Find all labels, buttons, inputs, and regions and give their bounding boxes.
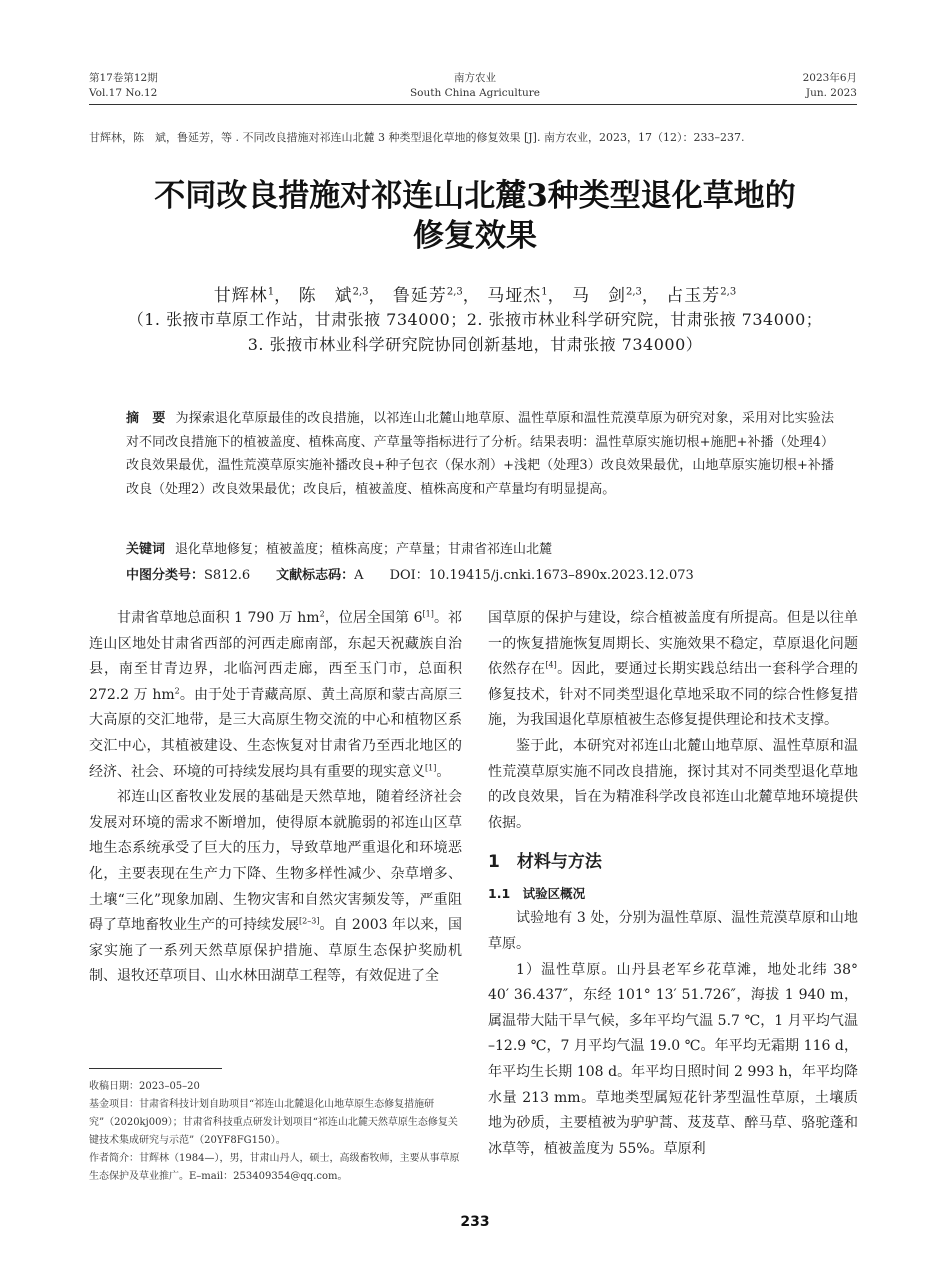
author-name: 占玉芳 (666, 285, 721, 306)
author-affil-sup: 2,3 (446, 286, 463, 297)
author-name: 甘辉林 (213, 285, 268, 306)
date-en: Jun. 2023 (805, 87, 857, 99)
doc-code-label: 文献标志码： (276, 568, 355, 583)
journal-date (803, 71, 857, 101)
doc-code-value: A (354, 568, 364, 583)
author-affil-sup: 1 (541, 286, 548, 297)
text-run: 国草原的保护与建设，综合植被盖度有所提高。但是以往单一的恢复措施恢复周期长、实施效果不稳定，草原退化问题依然存在 (488, 610, 858, 678)
citation-ref: [2–3] (299, 916, 320, 926)
text-run: 甘肃省草地总面积 1 790 万 hm (117, 610, 320, 626)
author-separator: ， (274, 285, 293, 306)
fund-info: 基金项目：甘肃省科技计划自助项目“祁连山北麓退化山地草原生态修复措施研究”（2020kj009）；甘肃省科技重点研发计划项目“祁连山北麓天然草原生态修复关键技术集成研究与示范”（20YF8FG150）。 (89, 1099, 458, 1146)
classification-line (126, 564, 834, 587)
author-affil-sup: 1 (267, 286, 275, 297)
footnotes (89, 1078, 464, 1186)
text-run: ，位居全国第 6 (324, 610, 423, 626)
author-separator: ， (368, 285, 387, 306)
abstract-label: 摘 要 (126, 411, 166, 426)
clc-label: 中图分类号： (126, 568, 205, 583)
text-run: 。 (436, 763, 451, 780)
affiliation-line-1: （1. 张掖市草原工作站，甘肃张掖 734000；2. 张掖市林业科学研究院，甘肃张掖 734000； (127, 310, 823, 329)
paragraph: 1）温性草原。山丹县老军乡花草滩，地处北纬 38° 40′ 36.437″，东经 101° 13′ 51.726″，海拔 1 940 m，属温带大陆干旱气候，多年平均气温 5.7 ℃，1 月平均气温 –12.9 ℃，7 月平均气温 19.0 ℃。年平均无霜期 116 d，年平均生长期 108 d。年平均日照时间 2 993 h，年平均降水量 213 mm。草地类型属短花针茅型温性草原，土壤质地为砂质，主要植被为驴驴蒿、芨芨草、醉马草、骆驼蓬和冰草等，植被盖度为 55%。草原利 (488, 961, 858, 1157)
keywords-text: 退化草地修复；植被盖度；植株高度；产草量；甘肃省祁连山北麓 (175, 542, 553, 557)
footnote-divider (89, 1068, 222, 1069)
text-run: 。因此，要通过长期实践总结出一套科学合理的修复技术，针对不同类型退化草地采取不同的综合性修复措施，为我国退化草原植被生态修复提供理论和技术支撑。 (488, 661, 859, 729)
keywords (126, 538, 834, 561)
keywords-label: 关键词 (126, 542, 166, 557)
superscript: 2 (319, 609, 325, 619)
body-right-column (488, 606, 858, 1162)
text-run: 。自 2003 年以来，国家实施了一系列天然草原保护措施、草原生态保护奖励机制、退牧还草项目、山水林田湖草工程等，有效促进了全 (89, 917, 462, 985)
paragraph: 试验地有 3 处，分别为温性草原、温性荒漠草原和山地草原。 (488, 910, 858, 952)
author-separator: ， (547, 285, 566, 306)
author-affil-sup: 2,3 (352, 286, 369, 297)
citation-ref: [1] (422, 609, 434, 619)
author (214, 286, 292, 306)
author-separator: ， (462, 285, 481, 306)
date-cn: 2023年6月 (802, 72, 857, 84)
paragraph: 鉴于此，本研究对祁连山北麓山地草原、温性草原和温性荒漠草原实施不同改良措施，探讨其对不同类型退化草地的改良效果，旨在为精准科学改良祁连山北麓草地环境提供依据。 (488, 737, 858, 831)
journal-name-cn: 南方农业 (454, 72, 496, 84)
abstract (126, 407, 834, 501)
author (572, 286, 660, 306)
superscript: 2 (174, 686, 180, 696)
text-run: 祁连山区畜牧业发展的基础是天然草地，随着经济社会发展对环境的需求不断增加，使得原本就脆弱的祁连山区草地生态系统承受了巨大的压力，导致草地严重退化和环境恶化，主要表现在生产力下降、生物多样性减少、杂草增多、土壤“三化”现象加剧、生物灾害和自然灾害频发等，严重阻碍了草地畜牧业生产的可持续发展 (89, 789, 462, 934)
author-list (0, 280, 950, 308)
journal-name-en: South China Agriculture (409, 87, 540, 99)
doi-value: 10.19415/j.cnki.1673–890x.2023.12.073 (428, 568, 694, 583)
affiliations (0, 307, 950, 357)
author-separator: ， (641, 285, 660, 306)
author-affil-sup: 2,3 (720, 286, 737, 297)
page-number: 233 (460, 1214, 490, 1230)
author-name: 鲁延芳 (392, 285, 447, 306)
paragraph (89, 785, 462, 990)
text-run: 。祁连山区地处甘肃省西部的河西走廊南部，东起天祝藏族自治县，南至甘青边界，北临河西走廊，西至玉门市，总面积 272.2 万 hm (89, 610, 463, 703)
text-run: 。由于处于青藏高原、黄土高原和蒙古高原三大高原的交汇地带，是三大高原生物交流的中心和植物区系交汇中心，其植被建设、生态恢复对甘肃省乃至西北地区的经济、社会、环境的可持续发展均具有重要的现实意义 (89, 686, 463, 780)
title-line-2: 修复效果 (413, 218, 537, 254)
citation-ref: [1] (425, 762, 437, 772)
volume-cn: 第17卷第12期 (89, 72, 158, 84)
header-divider (89, 104, 857, 105)
author (393, 286, 481, 306)
article-title (0, 176, 950, 256)
author-name: 陈 斌 (298, 285, 353, 306)
volume-en: Vol.17 No.12 (89, 87, 158, 99)
affiliation-line-2: 3. 张掖市林业科学研究院协同创新基地，甘肃张掖 734000） (247, 335, 703, 354)
author (487, 286, 565, 306)
author-affil-sup: 2,3 (625, 286, 642, 297)
section-heading: 1 材料与方法 (488, 852, 602, 873)
received-date: 收稿日期：2023–05–20 (89, 1081, 200, 1092)
citation: 甘辉林，陈 斌，鲁延芳，等 . 不同改良措施对祁连山北麓 3 种类型退化草地的修复效果 [J]. 南方农业，2023，17（12）：233–237. (89, 131, 745, 144)
title-line-1: 不同改良措施对祁连山北麓3种类型退化草地的 (154, 178, 796, 214)
author (299, 286, 387, 306)
paragraph (488, 606, 858, 734)
author (666, 286, 736, 306)
citation-ref: [4] (545, 660, 557, 670)
body-left-column (89, 606, 462, 990)
doi-label: DOI： (389, 568, 429, 583)
author-name: 马垭杰 (487, 285, 542, 306)
paragraph (89, 606, 462, 785)
clc-value: S812.6 (204, 568, 251, 583)
subsection-heading: 1.1 试验区概况 (488, 886, 586, 902)
author-bio: 作者简介：甘辉林（1984—），男，甘肃山丹人，硕士，高级畜牧师，主要从事草原生态保护及草业推广。E–mail：253409354@qq.com。 (89, 1153, 460, 1182)
abstract-text: 为探索退化草原最佳的改良措施，以祁连山北麓山地草原、温性草原和温性荒漠草原为研究对象，采用对比实验法对不同改良措施下的植被盖度、植株高度、产草量等指标进行了分析。结果表明：温性草原实施切根+施肥+补播（处理4）改良效果最优，温性荒漠草原实施补播改良+种子包衣（保水剂）+浅耙（处理3）改良效果最优，山地草原实施切根+补播改良（处理2）改良效果最优；改良后，植被盖度、植株高度和产草量均有明显提高。 (126, 411, 834, 497)
author-name: 马 剑 (571, 285, 626, 306)
